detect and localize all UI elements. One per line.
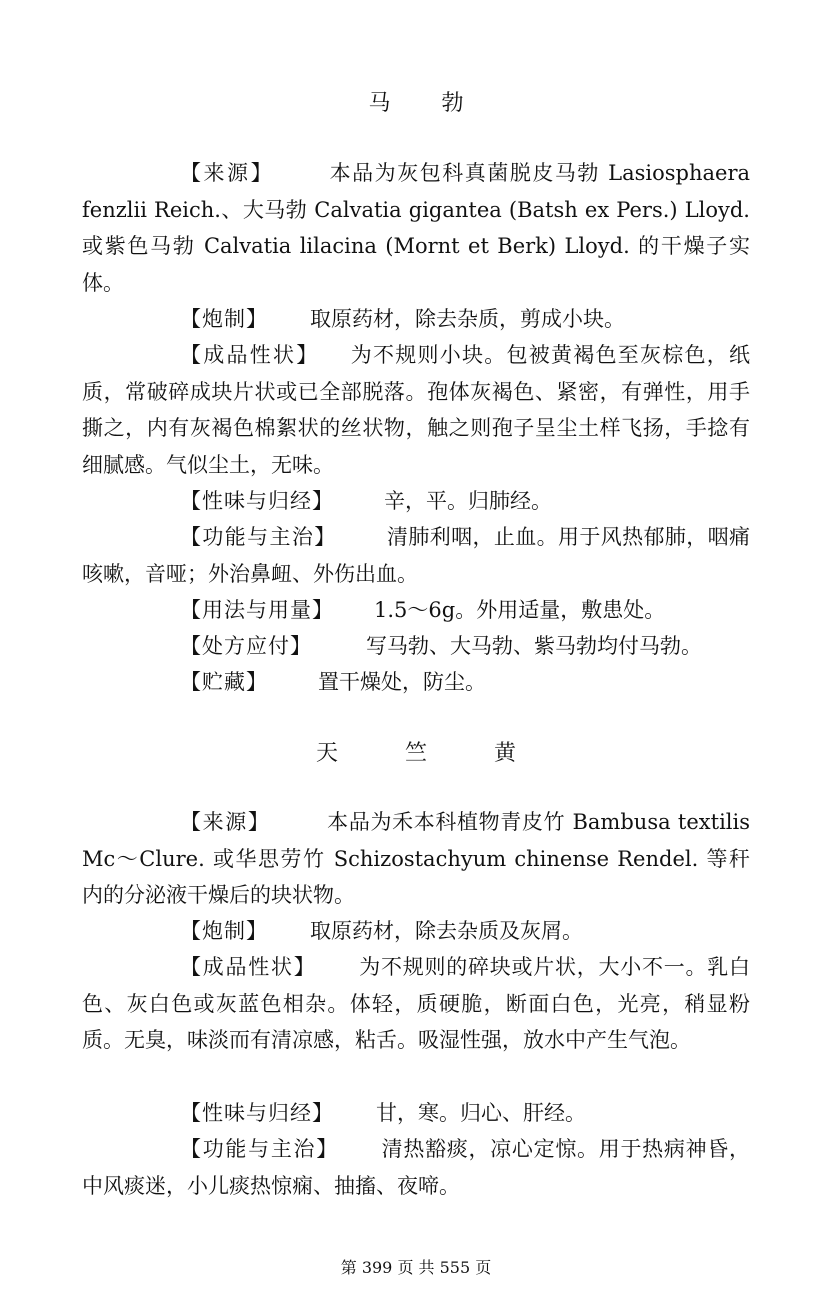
section-text: 为不规则小块。包被黄褐色至灰棕色，纸质，常破碎成块片状或已全部脱落。孢体灰褐色、紧密，有弹性，用手撕之，内有灰褐色棉絮状的丝状物，触之则孢子呈尘土样飞扬，手捻有细腻感。气似尘土，无味。: [82, 343, 750, 477]
section-processing: [82, 913, 750, 950]
section-usage: [82, 592, 750, 629]
section-text: 置干燥处，防尘。: [318, 670, 486, 694]
section-label: 【性味与归经】: [180, 489, 334, 513]
entry-title-mabo: 马 勃: [368, 91, 486, 116]
section-text: 清肺利咽，止血。用于风热郁肺，咽痛咳嗽，音哑；外治鼻衄、外伤出血。: [82, 525, 750, 586]
section-label: 【炮制】: [180, 919, 268, 943]
section-storage: [82, 664, 750, 701]
section-function: [82, 519, 750, 592]
section-label: 【来源】: [180, 161, 275, 185]
section-function: [82, 1131, 750, 1204]
section-label: 【功能与主治】: [180, 525, 337, 549]
section-text: 为不规则的碎块或片状，大小不一。乳白色、灰白色或灰蓝色相杂。体轻，质硬脆，断面白色，光亮，稍显粉质。无臭，味淡而有清凉感，粘舌。吸湿性强，放水中产生气泡。: [82, 955, 750, 1052]
section-label: 【处方应付】: [180, 634, 312, 658]
section-text: 1.5～6g。外用适量，敷患处。: [374, 598, 666, 622]
section-property: [82, 483, 750, 520]
page-number: 第 399 页 共 555 页: [340, 1258, 492, 1277]
section-appearance: [82, 337, 750, 483]
section-source: [82, 804, 750, 914]
section-label: 【成品性状】: [180, 955, 317, 979]
section-processing: [82, 301, 750, 338]
section-property: [82, 1095, 750, 1132]
section-text: 本品为禾本科植物青皮竹 Bambusa textilis Mc～Clure. 或华思劳竹 Schizostachyum chinense Rendel. 等秆内的分泌液干燥后的块状物。: [82, 810, 750, 907]
section-text: 写马勃、大马勃、紫马勃均付马勃。: [366, 634, 702, 658]
section-text: 本品为灰包科真菌脱皮马勃 Lasiosphaera fenzlii Reich.、大马勃 Calvatia gigantea (Batsh ex Pers.) Lloyd. 或紫色马勃 Calvatia lilacina (Mornt et Berk) Lloyd. 的干燥子实体。: [82, 161, 751, 295]
section-prescription: [82, 628, 750, 665]
section-label: 【功能与主治】: [180, 1137, 339, 1161]
section-text: 取原药材，除去杂质，剪成小块。: [310, 307, 625, 331]
section-label: 【炮制】: [180, 307, 268, 331]
section-label: 【性味与归经】: [180, 1101, 334, 1125]
section-label: 【来源】: [180, 810, 271, 834]
section-appearance: [82, 949, 750, 1059]
section-label: 【成品性状】: [180, 343, 320, 367]
section-text: 辛，平。归肺经。: [384, 489, 552, 513]
section-text: 清热豁痰，凉心定惊。用于热病神昏，中风痰迷，小儿痰热惊痫、抽搐、夜啼。: [82, 1137, 751, 1198]
entry-title-tianzhuhuang: 天 竺 黄: [316, 741, 546, 766]
section-label: 【贮藏】: [180, 670, 268, 694]
section-text: 甘，寒。归心、肝经。: [376, 1101, 586, 1125]
section-label: 【用法与用量】: [180, 598, 334, 622]
section-text: 取原药材，除去杂质及灰屑。: [310, 919, 583, 943]
section-source: [82, 155, 750, 301]
